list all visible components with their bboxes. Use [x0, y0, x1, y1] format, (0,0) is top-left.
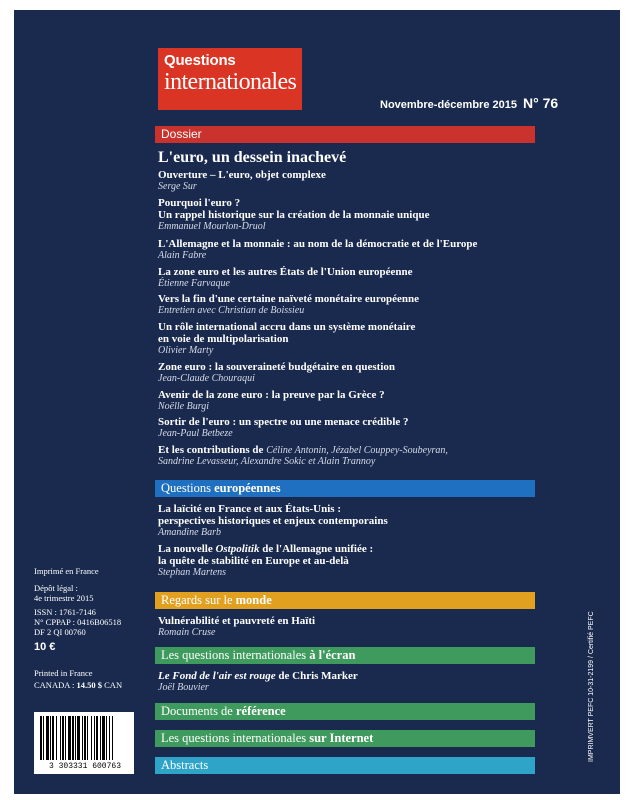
article-title: Vulnérabilité et pauvreté en Haïti [158, 615, 316, 627]
article-title: Ouverture – L'euro, objet complexe [158, 169, 326, 181]
contributors-names: Sandrine Levasseur, Alexandre Sokic et Alain Trannoy [158, 456, 376, 467]
article-author: Jean-Paul Betbeze [158, 428, 233, 439]
issue-date: Novembre-décembre 2015 [380, 99, 517, 111]
barcode-bar [75, 716, 76, 760]
article-title: Sortir de l'euro : un spectre ou une menace crédible ? [158, 416, 409, 428]
issn: ISSN : 1761-7146 [34, 607, 96, 617]
title-part: de Chris Marker [275, 670, 358, 682]
section-label: Dossier [161, 127, 202, 141]
barcode-bar [60, 716, 61, 760]
issue-number: N° 76 [522, 95, 559, 111]
article-author: Romain Cruse [158, 627, 216, 638]
article-author: Serge Sur [158, 181, 197, 192]
logo-line-2: internationales [164, 69, 297, 95]
barcode-bar [96, 716, 98, 760]
barcode-bar [46, 716, 49, 760]
printed-in-france: Imprimé en France [34, 566, 99, 576]
canada-currency: CAN [102, 680, 123, 690]
contributors-label: Et les contributions de [158, 444, 267, 456]
section-label-bold: sur Internet [309, 731, 374, 745]
canada-price [34, 680, 144, 690]
barcode-bars [40, 716, 128, 760]
barcode-bar [82, 716, 83, 760]
barcode-bar [94, 716, 95, 760]
barcode-bar [68, 716, 71, 760]
section-label: Les questions internationales [161, 648, 310, 662]
article-title: Vers la fin d'une certaine naïveté monétaire européenne [158, 293, 420, 305]
barcode-bar [106, 716, 107, 760]
article-author: Joël Bouvier [158, 682, 209, 693]
section-bar-internet [155, 730, 535, 747]
barcode-bar [109, 716, 110, 760]
printed-in-france-en: Printed in France [34, 668, 93, 678]
article-title: Avenir de la zone euro : la preuve par la Grèce ? [158, 389, 385, 401]
title-part: La nouvelle [158, 543, 216, 555]
article-author: Emmanuel Mourlon-Druol [158, 221, 266, 232]
article-title: perspectives historiques et enjeux contemporains [158, 515, 388, 527]
barcode-bar [72, 716, 74, 760]
article-title: Un rôle international accru dans un système monétaire [158, 321, 416, 333]
title-part: de l'Allemagne unifiée : [259, 543, 374, 555]
barcode-bar [91, 716, 92, 760]
price: 10 € [34, 641, 56, 653]
barcode-bar [43, 716, 44, 760]
article-author: Étienne Farvaque [158, 278, 230, 289]
barcode [34, 712, 134, 774]
section-bar-ecran [155, 647, 535, 664]
barcode-bar [65, 716, 66, 760]
barcode-number: 3 303331 600763 [48, 762, 121, 771]
article-title: Zone euro : la souveraineté budgétaire en question [158, 361, 396, 373]
barcode-bar [52, 716, 54, 760]
pefc-label: IMPRIMVERT PEFC 10-31-2199 / Certifié PEFC [588, 611, 595, 762]
article-author: Jean-Claude Chouraqui [158, 373, 255, 384]
article-title: en voie de multipolarisation [158, 333, 289, 345]
contributors-names: Céline Antonin, Jézabel Couppey-Soubeyran, [266, 445, 448, 456]
section-label: Regards sur le [161, 593, 236, 607]
barcode-bar [102, 716, 105, 760]
title-emphasis: Ostpolitik [215, 543, 260, 555]
title-emphasis: Le Fond de l'air est rouge [158, 670, 276, 682]
barcode-bar [40, 716, 42, 760]
section-bar-monde [155, 592, 535, 609]
barcode-bar [87, 716, 88, 760]
canada-label: CANADA : [34, 680, 77, 690]
issue-info [380, 95, 559, 113]
article-title: La zone euro et les autres États de l'Union européenne [158, 266, 413, 278]
section-label: Les questions internationales [161, 731, 310, 745]
section-label-bold: à l'écran [309, 648, 356, 662]
legal-deposit-label: Dépôt légal : [34, 583, 78, 593]
article-title: Pourquoi l'euro ? [158, 197, 241, 209]
section-label-bold: monde [235, 593, 272, 607]
dossier-title: L'euro, un dessein inachevé [158, 149, 347, 166]
canada-amount: 14.50 $ [76, 680, 103, 690]
article-author: Entretien avec Christian de Boissieu [158, 305, 305, 316]
article-title [158, 543, 540, 555]
article-title: La laïcité en France et aux États-Unis : [158, 503, 341, 515]
section-bar-abstracts [155, 757, 535, 774]
legal-deposit-date: 4e trimestre 2015 [34, 593, 94, 603]
barcode-bar [112, 716, 113, 760]
article-title: L'Allemagne et la monnaie : au nom de la démocratie et de l'Europe [158, 238, 478, 250]
barcode-bar [50, 716, 51, 760]
barcode-bar [77, 716, 80, 760]
article-title: Un rappel historique sur la création de la monnaie unique [158, 209, 430, 221]
article-author: Alain Fabre [158, 250, 207, 261]
article-author: Amandine Barb [158, 527, 222, 538]
section-bar-reference [155, 703, 535, 720]
barcode-bar [84, 716, 86, 760]
section-label: Questions [161, 481, 215, 495]
article-title: la quête de stabilité en Europe et au-delà [158, 555, 349, 567]
article-author: Olivier Marty [158, 345, 214, 356]
barcode-bar [100, 716, 101, 760]
barcode-bar [62, 716, 64, 760]
magazine-logo [158, 48, 302, 110]
section-bar-europe [155, 480, 535, 497]
logo-line-1: Questions [164, 52, 236, 69]
section-label: Documents de [161, 704, 236, 718]
section-label-bold: européennes [214, 481, 281, 495]
barcode-bar [56, 716, 57, 760]
cppap: N° CPPAP : 0416B06518 [34, 617, 122, 627]
section-label: Abstracts [161, 758, 209, 772]
df-reference: DF 2 QI 00760 [34, 627, 86, 637]
article-title [158, 670, 540, 682]
section-label-bold: référence [235, 704, 286, 718]
article-author: Stephan Martens [158, 567, 227, 578]
section-bar-dossier [155, 126, 535, 143]
article-author: Noëlle Burgi [158, 401, 210, 412]
